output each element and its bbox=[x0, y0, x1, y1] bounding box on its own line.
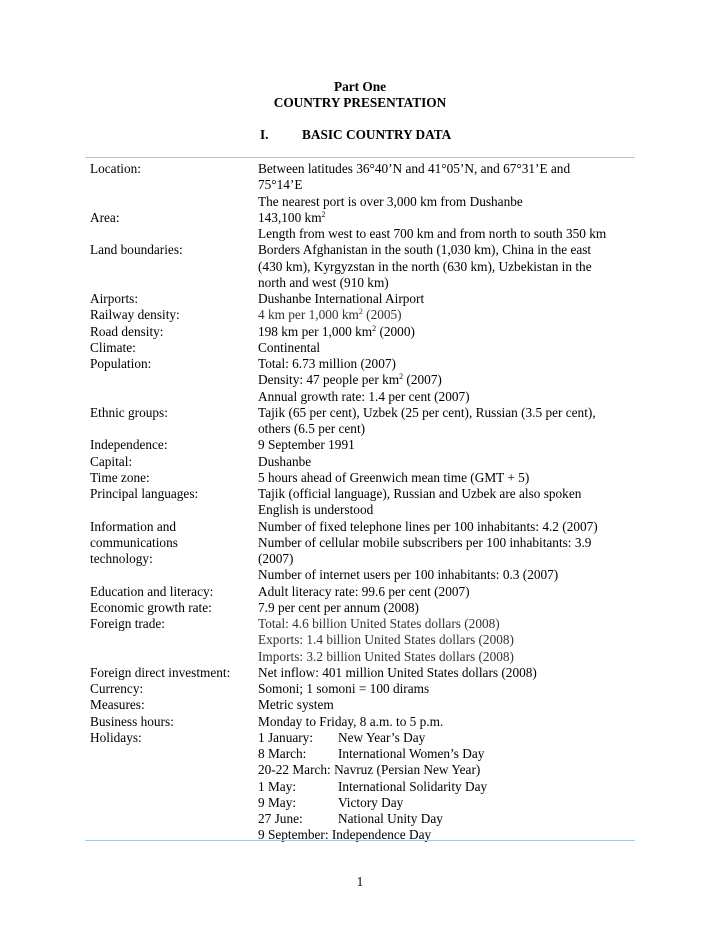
value-business-hours bbox=[258, 714, 628, 730]
row-foreign-trade bbox=[90, 616, 635, 665]
row-airports bbox=[90, 291, 635, 307]
value-currency bbox=[258, 681, 628, 697]
value-foreign-trade bbox=[258, 616, 628, 665]
section-number: I. bbox=[260, 127, 269, 142]
value-line: 5 hours ahead of Greenwich mean time (GMT + 5) bbox=[258, 469, 530, 485]
label-economic-growth: Economic growth rate: bbox=[90, 599, 212, 615]
value-holidays bbox=[258, 730, 628, 844]
value-line bbox=[258, 210, 628, 226]
value-line: Annual growth rate: 1.4 per cent (2007) bbox=[258, 388, 470, 404]
label-line: technology: bbox=[90, 551, 153, 566]
row-education bbox=[90, 584, 635, 600]
value-economic-growth bbox=[258, 600, 628, 616]
value-line bbox=[258, 372, 628, 388]
row-independence bbox=[90, 437, 635, 453]
value-text: Density: 47 people per km bbox=[258, 372, 400, 388]
holiday-date: 9 September: bbox=[258, 827, 329, 843]
label-independence: Independence: bbox=[90, 437, 168, 453]
label-climate: Climate: bbox=[90, 339, 136, 355]
superscript: 2 bbox=[399, 372, 404, 382]
value-line: Exports: 1.4 billion United States dollars (2008) bbox=[258, 632, 514, 648]
value-line: English is understood bbox=[258, 502, 374, 518]
holiday-item bbox=[258, 811, 628, 827]
value-text: (2007) bbox=[403, 372, 442, 388]
page-title: COUNTRY PRESENTATION bbox=[273, 95, 447, 110]
holiday-item bbox=[258, 730, 628, 746]
value-principal-languages bbox=[258, 486, 628, 519]
value-line: Adult literacy rate: 99.6 per cent (2007) bbox=[258, 583, 470, 599]
value-line: Length from west to east 700 km and from north to south 350 km bbox=[258, 226, 607, 241]
value-line: Net inflow: 401 million United States dollars (2008) bbox=[258, 664, 537, 680]
value-line: Total: 6.73 million (2007) bbox=[258, 356, 396, 371]
row-ethnic-groups bbox=[90, 405, 635, 438]
holiday-item bbox=[258, 762, 628, 778]
value-climate bbox=[258, 340, 628, 356]
label-business-hours: Business hours: bbox=[90, 713, 174, 729]
value-line: 7.9 per cent per annum (2008) bbox=[258, 599, 419, 615]
holiday-date: 9 May: bbox=[258, 794, 297, 810]
value-fdi bbox=[258, 665, 628, 681]
value-line: (430 km), Kyrgyzstan in the north (630 km), Uzbekistan in the bbox=[258, 258, 592, 274]
holiday-item bbox=[258, 795, 628, 811]
row-fdi bbox=[90, 665, 635, 681]
label-capital: Capital: bbox=[90, 453, 133, 469]
page-number: 1 bbox=[356, 874, 364, 889]
holiday-name: New Year’s Day bbox=[338, 729, 426, 745]
value-line: (2007) bbox=[258, 551, 294, 566]
row-measures bbox=[90, 697, 635, 713]
value-area bbox=[258, 210, 628, 243]
row-climate bbox=[90, 340, 635, 356]
value-line: 75°14’E bbox=[258, 177, 303, 193]
value-line bbox=[258, 324, 628, 340]
label-line: Information and bbox=[90, 518, 177, 534]
label-line: communications bbox=[90, 534, 178, 550]
value-line: Tajik (official language), Russian and Uzbek are also spoken bbox=[258, 486, 582, 501]
row-ict bbox=[90, 519, 635, 584]
value-airports bbox=[258, 291, 628, 307]
label-currency: Currency: bbox=[90, 681, 144, 696]
row-time-zone bbox=[90, 470, 635, 486]
holiday-date: 1 January: bbox=[258, 729, 314, 745]
value-text: (2005) bbox=[362, 307, 402, 323]
superscript: 2 bbox=[358, 307, 363, 317]
label-time-zone: Time zone: bbox=[90, 469, 150, 485]
value-line: Continental bbox=[258, 339, 321, 355]
value-line: Somoni; 1 somoni = 100 dirams bbox=[258, 681, 430, 696]
label-principal-languages: Principal languages: bbox=[90, 486, 199, 501]
holiday-date: 8 March: bbox=[258, 746, 307, 761]
holiday-name: Independence Day bbox=[331, 827, 432, 843]
value-line: Dushanbe bbox=[258, 453, 312, 469]
row-railway-density bbox=[90, 307, 635, 323]
value-line: 9 September 1991 bbox=[258, 437, 355, 453]
row-holidays bbox=[90, 730, 635, 844]
label-holidays: Holidays: bbox=[90, 729, 142, 745]
label-location: Location: bbox=[90, 161, 141, 176]
value-line: Dushanbe International Airport bbox=[258, 291, 425, 306]
label-road-density: Road density: bbox=[90, 323, 164, 339]
superscript: 2 bbox=[321, 209, 326, 219]
value-line: north and west (910 km) bbox=[258, 274, 389, 290]
holiday-name: International Solidarity Day bbox=[338, 778, 488, 794]
value-line: others (6.5 per cent) bbox=[258, 421, 366, 436]
row-land-boundaries bbox=[90, 242, 635, 291]
holiday-item bbox=[258, 746, 628, 762]
value-line: Tajik (65 per cent), Uzbek (25 per cent), Russian (3.5 per cent), bbox=[258, 404, 596, 420]
value-line: Monday to Friday, 8 a.m. to 5 p.m. bbox=[258, 713, 444, 729]
label-railway-density: Railway density: bbox=[90, 307, 180, 323]
value-education bbox=[258, 584, 628, 600]
value-line: Metric system bbox=[258, 697, 334, 713]
value-line: Total: 4.6 billion United States dollars (2008) bbox=[258, 616, 500, 631]
value-line: Number of cellular mobile subscribers per 100 inhabitants: 3.9 bbox=[258, 534, 592, 550]
value-text: 4 km per 1,000 km bbox=[258, 307, 359, 323]
value-line: Number of fixed telephone lines per 100 inhabitants: 4.2 (2007) bbox=[258, 518, 598, 534]
value-land-boundaries bbox=[258, 242, 628, 291]
holiday-date: 27 June: bbox=[258, 811, 303, 826]
value-line: The nearest port is over 3,000 km from Dushanbe bbox=[258, 193, 523, 209]
label-education: Education and literacy: bbox=[90, 583, 214, 599]
value-capital bbox=[258, 454, 628, 470]
value-ict bbox=[258, 519, 628, 584]
value-text: (2000) bbox=[376, 323, 415, 339]
value-independence bbox=[258, 437, 628, 453]
label-area: Area: bbox=[90, 209, 120, 225]
label-airports: Airports: bbox=[90, 291, 139, 306]
holiday-name: National Unity Day bbox=[338, 811, 443, 826]
row-area bbox=[90, 210, 635, 243]
holiday-name: Navruz (Persian New Year) bbox=[334, 762, 481, 778]
value-text: 143,100 km bbox=[258, 209, 322, 225]
holiday-date: 20-22 March: bbox=[258, 762, 331, 778]
value-line: Number of internet users per 100 inhabitants: 0.3 (2007) bbox=[258, 567, 559, 583]
superscript: 2 bbox=[372, 323, 377, 333]
label-fdi: Foreign direct investment: bbox=[90, 664, 231, 680]
country-data-table bbox=[90, 161, 635, 844]
label-ict bbox=[90, 519, 258, 584]
value-line: Imports: 3.2 billion United States dollars (2008) bbox=[258, 648, 514, 664]
label-measures: Measures: bbox=[90, 697, 145, 713]
value-time-zone bbox=[258, 470, 628, 486]
label-ethnic-groups: Ethnic groups: bbox=[90, 404, 168, 420]
top-divider bbox=[85, 157, 635, 158]
label-foreign-trade: Foreign trade: bbox=[90, 616, 165, 631]
value-road-density bbox=[258, 324, 628, 340]
value-line: Borders Afghanistan in the south (1,030 km), China in the east bbox=[258, 242, 592, 258]
bottom-divider bbox=[85, 840, 635, 841]
holiday-name: International Women’s Day bbox=[338, 746, 485, 761]
row-principal-languages bbox=[90, 486, 635, 519]
holiday-item bbox=[258, 827, 628, 843]
part-heading: Part One bbox=[333, 79, 387, 94]
row-economic-growth bbox=[90, 600, 635, 616]
value-ethnic-groups bbox=[258, 405, 628, 438]
holiday-date: 1 May: bbox=[258, 778, 297, 794]
row-road-density bbox=[90, 324, 635, 340]
row-population bbox=[90, 356, 635, 405]
value-location bbox=[258, 161, 628, 210]
value-text: 198 km per 1,000 km bbox=[258, 323, 373, 339]
section-title: BASIC COUNTRY DATA bbox=[302, 127, 452, 142]
value-population bbox=[258, 356, 628, 405]
row-currency bbox=[90, 681, 635, 697]
label-population: Population: bbox=[90, 356, 152, 371]
row-capital bbox=[90, 454, 635, 470]
holiday-name: Victory Day bbox=[338, 794, 404, 810]
value-railway-density bbox=[258, 307, 628, 323]
section-heading bbox=[260, 127, 451, 143]
value-line bbox=[258, 307, 628, 323]
value-measures bbox=[258, 697, 628, 713]
value-line: Between latitudes 36°40’N and 41°05’N, and 67°31’E and bbox=[258, 161, 571, 176]
label-land-boundaries: Land boundaries: bbox=[90, 242, 183, 258]
row-business-hours bbox=[90, 714, 635, 730]
holiday-item bbox=[258, 779, 628, 795]
row-location bbox=[90, 161, 635, 210]
